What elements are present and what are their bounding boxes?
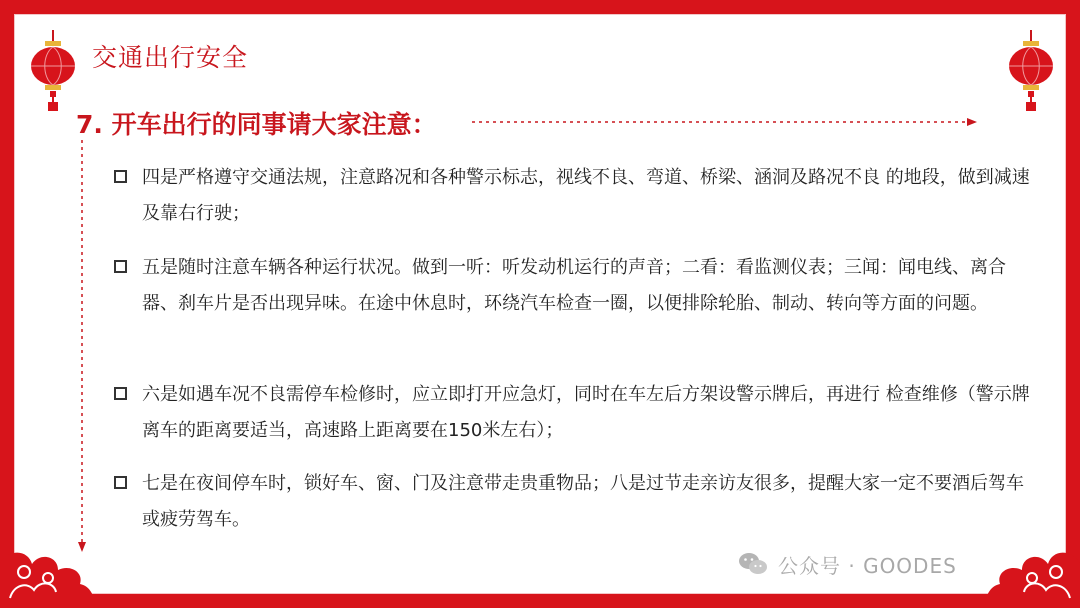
left-border: [0, 0, 14, 608]
lantern-icon: [28, 30, 78, 112]
cloud-ornament-icon: [985, 538, 1080, 608]
watermark-text: 公众号 · GOODES: [778, 554, 957, 578]
watermark: [742, 550, 957, 579]
list-item: [114, 250, 1034, 322]
bullet-square-icon: [114, 387, 127, 400]
wechat-icon: [738, 551, 768, 577]
list-item-text: 七是在夜间停车时，锁好车、窗、门及注意带走贵重物品；八是过节走亲访友很多，提醒大家一定不要酒后驾车或疲劳驾车。: [142, 473, 1024, 530]
section-heading: 7. 开车出行的同事请大家注意：: [76, 110, 437, 139]
slide-title: 交通出行安全: [92, 43, 249, 72]
bullet-square-icon: [114, 476, 127, 489]
list-item: [114, 160, 1034, 232]
list-item-text: 四是严格遵守交通法规，注意路况和各种警示标志，视线不良、弯道、桥梁、涵洞及路况不良 的地段，做到减速及靠右行驶；: [142, 167, 1030, 224]
lantern-icon: [1006, 30, 1056, 112]
bullet-square-icon: [114, 260, 127, 273]
dotted-arrow-icon: [472, 117, 977, 127]
list-item: [114, 466, 1034, 538]
list-item-text: 六是如遇车况不良需停车检修时，应立即打开应急灯，同时在车左后方架设警示牌后，再进行 检查维修（警示牌离车的距离要适当，高速路上距离要在150米左右）；: [142, 384, 1030, 441]
vertical-dotted-guide: [76, 140, 88, 552]
bullet-square-icon: [114, 170, 127, 183]
list-item-text: 五是随时注意车辆各种运行状况。做到一听：听发动机运行的声音；二看：看监测仪表；三闻：闻电线、离合器、刹车片是否出现异味。在途中休息时，环绕汽车检查一圈，以便排除轮胎、制动、转向等方面的问题。: [142, 257, 1006, 314]
cloud-ornament-icon: [0, 538, 95, 608]
bottom-border: [0, 594, 1080, 608]
right-border: [1066, 0, 1080, 608]
top-border: [0, 0, 1080, 14]
list-item: [114, 377, 1034, 449]
